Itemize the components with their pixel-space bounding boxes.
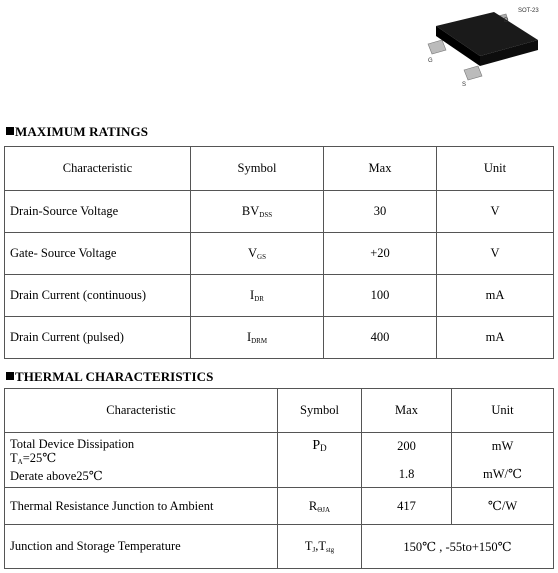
row-max: +20 xyxy=(324,233,437,275)
max-ratings-title: MAXIMUM RATINGS xyxy=(6,124,148,140)
row-max: 200 1.8 xyxy=(362,433,452,488)
table-row xyxy=(5,191,554,233)
table-row xyxy=(5,317,554,359)
table-row xyxy=(5,525,554,569)
row-characteristic: Total Device Dissipation $T_A=25℃$ Derate above25℃ xyxy=(5,433,278,488)
row-unit: V xyxy=(437,233,554,275)
table-row xyxy=(5,233,554,275)
header-max: Max xyxy=(362,389,452,433)
row-characteristic: Drain-Source Voltage xyxy=(5,191,191,233)
row-unit: mA xyxy=(437,275,554,317)
row-unit: mA xyxy=(437,317,554,359)
header-unit: Unit xyxy=(437,147,554,191)
header-symbol: Symbol xyxy=(278,389,362,433)
header-characteristic: Characteristic xyxy=(5,389,278,433)
table-row xyxy=(5,433,554,488)
table-header-row xyxy=(5,147,554,191)
thermal-table xyxy=(4,388,554,569)
thermal-title: THERMAL CHARACTERISTICS xyxy=(6,369,213,385)
row-symbol: $I_{DRM}$ xyxy=(191,317,324,359)
row-max: 417 xyxy=(362,488,452,525)
row-temperature-range: 150℃ , -55to+150℃ xyxy=(362,525,554,569)
table-row xyxy=(5,488,554,525)
row-max: 30 xyxy=(324,191,437,233)
row-unit: V xyxy=(437,191,554,233)
row-characteristic: Drain Current (continuous) xyxy=(5,275,191,317)
row-max: 100 xyxy=(324,275,437,317)
header-characteristic: Characteristic xyxy=(5,147,191,191)
sot23-package-drawing xyxy=(420,4,552,90)
row-symbol: $P_D$ xyxy=(278,433,362,488)
row-symbol: $I_{DR}$ xyxy=(191,275,324,317)
header-symbol: Symbol xyxy=(191,147,324,191)
table-row xyxy=(5,275,554,317)
pin-g-label: G xyxy=(428,58,433,64)
pin-s-label: S xyxy=(462,82,467,88)
row-max: 400 xyxy=(324,317,437,359)
header-max: Max xyxy=(324,147,437,191)
row-symbol: $BV_{DSS}$ xyxy=(191,191,324,233)
row-unit: ℃/W xyxy=(452,488,554,525)
pin-d-label: D xyxy=(504,18,509,24)
package-name-label: SOT-23 xyxy=(518,8,539,14)
row-unit: mW mW/℃ xyxy=(452,433,554,488)
row-symbol: $T_J,T_{stg}$ xyxy=(278,525,362,569)
table-header-row xyxy=(5,389,554,433)
row-characteristic: Thermal Resistance Junction to Ambient xyxy=(5,488,278,525)
sot23-package-icon xyxy=(420,4,552,90)
row-characteristic: Drain Current (pulsed) xyxy=(5,317,191,359)
header-unit: Unit xyxy=(452,389,554,433)
bullet-square-icon xyxy=(6,127,14,135)
row-symbol: $R_{\Theta JA}$ xyxy=(278,488,362,525)
max-ratings-table xyxy=(4,146,554,359)
row-symbol: $V_{GS}$ xyxy=(191,233,324,275)
bullet-square-icon xyxy=(6,372,14,380)
row-characteristic: Gate- Source Voltage xyxy=(5,233,191,275)
row-characteristic: Junction and Storage Temperature xyxy=(5,525,278,569)
